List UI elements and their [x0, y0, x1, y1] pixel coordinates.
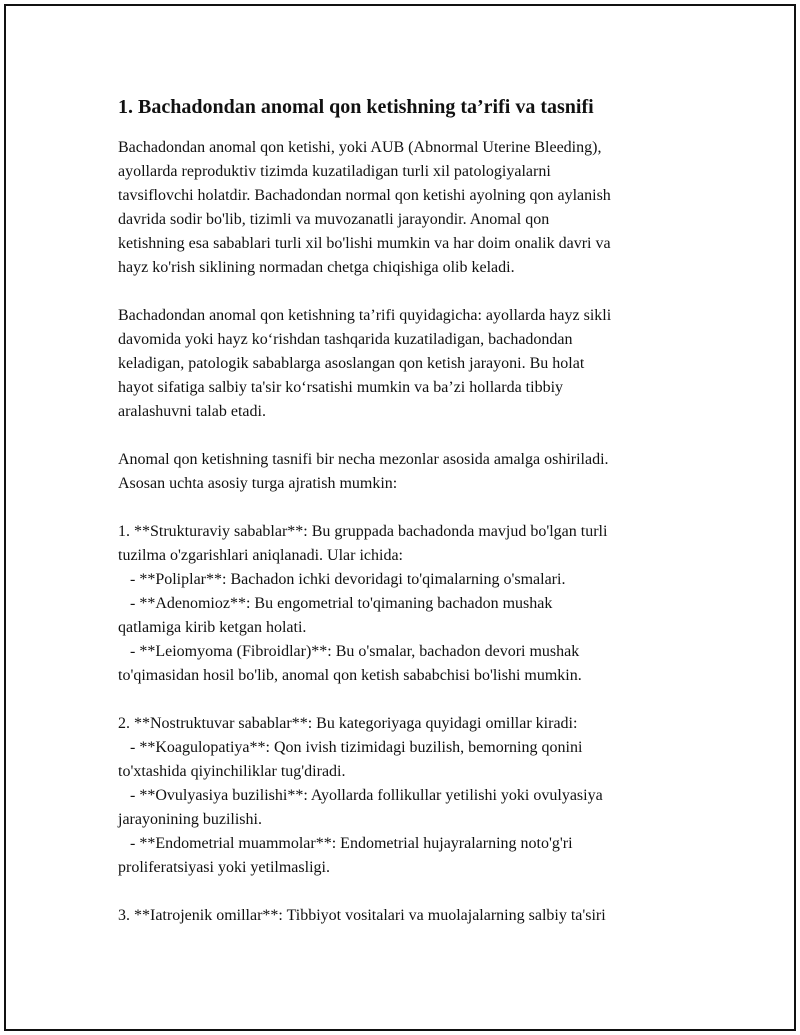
- text-line: jarayonining buzilishi.: [118, 811, 262, 828]
- section-heading: 1. Bachadondan anomal qon ketishning ta’rifi va tasnifi: [118, 96, 594, 118]
- text-line: 3. **Iatrojenik omillar**: Tibbiyot vositalari va muolajalarning salbiy ta'siri: [118, 907, 606, 924]
- text-line: Bachadondan anomal qon ketishning ta’rifi quyidagicha: ayollarda hayz sikli: [118, 307, 612, 324]
- text-line: ketishning esa sabablari turli xil bo'lishi mumkin va har doim onalik davri va: [118, 235, 611, 252]
- text-line: aralashuvni talab etadi.: [118, 403, 266, 420]
- text-line: davrida sodir bo'lib, tizimli va muvozanatli jarayondir. Anomal qon: [118, 211, 550, 228]
- sub-item-line: - **Ovulyasiya buzilishi**: Ayollarda follikullar yetilishi yoki ovulyasiya: [118, 787, 603, 804]
- paragraph-definition: [118, 304, 688, 424]
- text-line: tuzilma o'zgarishlari aniqlanadi. Ular ichida:: [118, 547, 403, 564]
- sub-item-line: - **Adenomioz**: Bu engometrial to'qimaning bachadon mushak: [118, 595, 553, 612]
- sub-item-line: - **Poliplar**: Bachadon ichki devoridagi to'qimalarning o'smalari.: [118, 571, 566, 588]
- paragraph-classification-intro: [118, 448, 688, 496]
- text-line: hayot sifatiga salbiy ta'sir ko‘rsatishi mumkin va ba’zi hollarda tibbiy: [118, 379, 564, 396]
- document-body: [118, 94, 688, 928]
- text-line: qatlamiga kirib ketgan holati.: [118, 619, 307, 636]
- sub-item-line: - **Koagulopatiya**: Qon ivish tizimidagi buzilish, bemorning qonini: [118, 739, 583, 756]
- text-line: proliferatsiyasi yoki yetilmasligi.: [118, 859, 330, 876]
- text-line: Anomal qon ketishning tasnifi bir necha mezonlar asosida amalga oshiriladi.: [118, 451, 609, 468]
- text-line: hayz ko'rish siklining normadan chetga chiqishiga olib keladi.: [118, 259, 515, 276]
- sub-item-line: - **Leiomyoma (Fibroidlar)**: Bu o'smalar, bachadon devori mushak: [118, 643, 580, 660]
- text-line: davomida yoki hayz ko‘rishdan tashqarida kuzatiladigan, bachadondan: [118, 331, 573, 348]
- list-item-structural-causes: [118, 520, 688, 688]
- sub-item-line: - **Endometrial muammolar**: Endometrial hujayralarning noto'g'ri: [118, 835, 573, 852]
- text-line: Bachadondan anomal qon ketishi, yoki AUB (Abnormal Uterine Bleeding),: [118, 139, 602, 156]
- text-line: 1. **Strukturaviy sabablar**: Bu gruppada bachadonda mavjud bo'lgan turli: [118, 523, 608, 540]
- list-item-nonstructural-causes: [118, 712, 688, 880]
- text-line: Asosan uchta asosiy turga ajratish mumkin:: [118, 475, 398, 492]
- paragraph-aub-definition: [118, 136, 688, 280]
- text-line: tavsiflovchi holatdir. Bachadondan normal qon ketishi ayolning qon aylanish: [118, 187, 611, 204]
- list-item-iatrogenic-factors: [118, 904, 688, 928]
- text-line: to'xtashida qiyinchiliklar tug'diradi.: [118, 763, 346, 780]
- text-line: ayollarda reproduktiv tizimda kuzatiladigan turli xil patologiyalarni: [118, 163, 551, 180]
- text-line: to'qimasidan hosil bo'lib, anomal qon ketish sababchisi bo'lishi mumkin.: [118, 667, 582, 684]
- text-line: 2. **Nostruktuvar sabablar**: Bu kategoriyaga quyidagi omillar kiradi:: [118, 715, 578, 732]
- text-line: keladigan, patologik sabablarga asoslangan qon ketish jarayoni. Bu holat: [118, 355, 585, 372]
